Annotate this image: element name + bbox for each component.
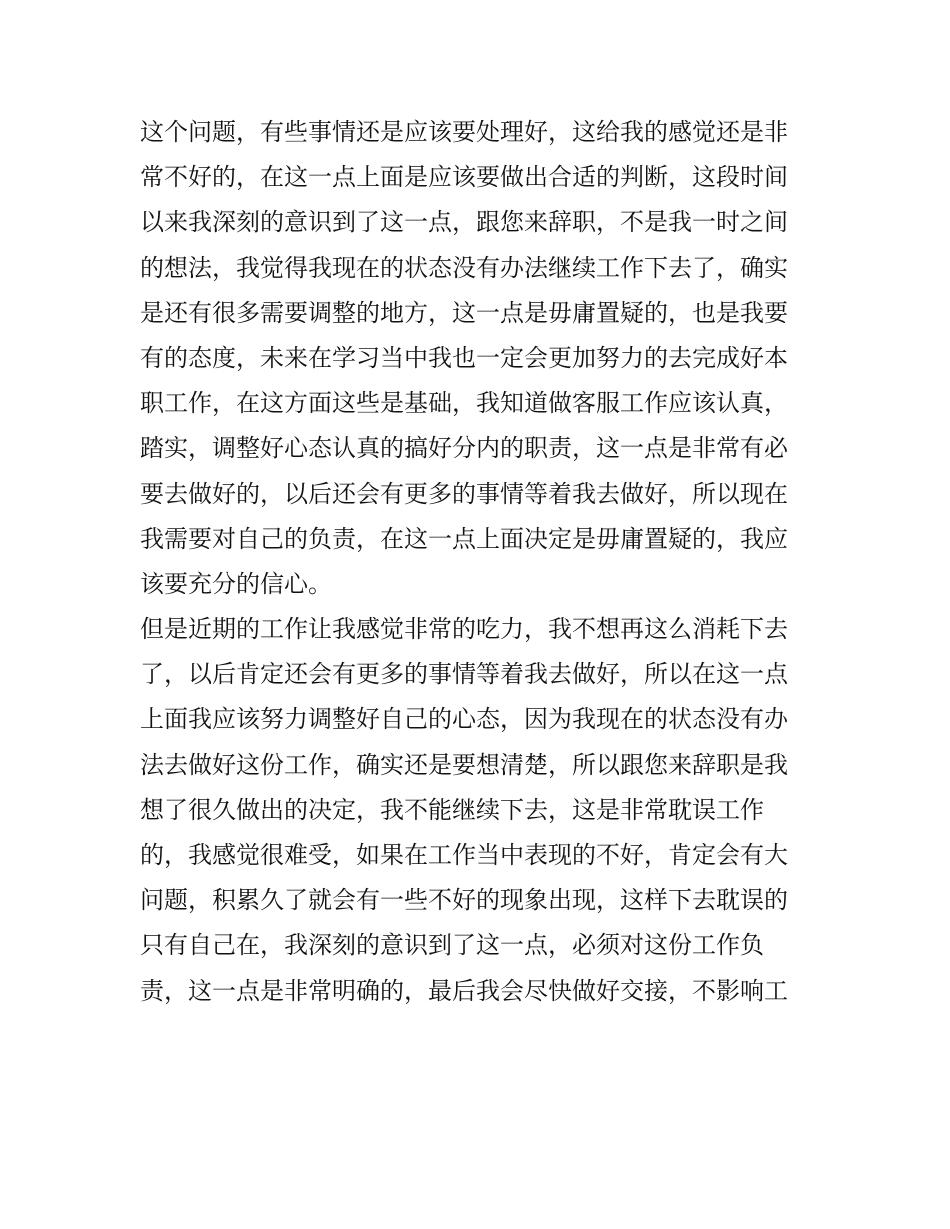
text-line: 是还有很多需要调整的地方，这一点是毋庸置疑的，也是我要 [140,298,788,327]
text-line: 想了很久做出的决定，我不能继续下去，这是非常耽误工作 [140,795,764,824]
text-line: 职工作，在这方面这些是基础，我知道做客服工作应该认真， [140,389,788,418]
text-line: 的想法，我觉得我现在的状态没有办法继续工作下去了，确实 [140,253,788,282]
text-line: 以来我深刻的意识到了这一点，跟您来辞职，不是我一时之间 [140,208,788,237]
text-line: 常不好的，在这一点上面是应该要做出合适的判断，这段时间 [140,163,788,192]
text-line: 问题，积累久了就会有一些不好的现象出现，这样下去耽误的 [140,886,788,915]
body-text [140,110,820,1014]
text-line: 的，我感觉很难受，如果在工作当中表现的不好，肯定会有大 [140,841,788,869]
text-line: 该要充分的信心。 [140,569,332,598]
text-line: 了，以后肯定还会有更多的事情等着我去做好，所以在这一点 [140,660,788,689]
text-line: 踏实，调整好心态认真的搞好分内的职责，这一点是非常有必 [140,434,788,463]
text-line: 责，这一点是非常明确的，最后我会尽快做好交接，不影响工 [140,976,788,1005]
text-line: 但是近期的工作让我感觉非常的吃力，我不想再这么消耗下去 [140,615,788,644]
text-line: 只有自己在，我深刻的意识到了这一点，必须对这份工作负 [140,931,764,960]
text-line: 上面我应该努力调整好自己的心态，因为我现在的状态没有办 [140,705,788,734]
text-line: 要去做好的，以后还会有更多的事情等着我去做好，所以现在 [140,479,788,508]
text-line: 我需要对自己的负责，在这一点上面决定是毋庸置疑的，我应 [140,524,788,553]
text-line: 有的态度，未来在学习当中我也一定会更加努力的去完成好本 [140,343,788,372]
text-line: 法去做好这份工作，确实还是要想清楚，所以跟您来辞职是我 [140,750,788,779]
text-line: 这个问题，有些事情还是应该要处理好，这给我的感觉还是非 [140,118,788,146]
